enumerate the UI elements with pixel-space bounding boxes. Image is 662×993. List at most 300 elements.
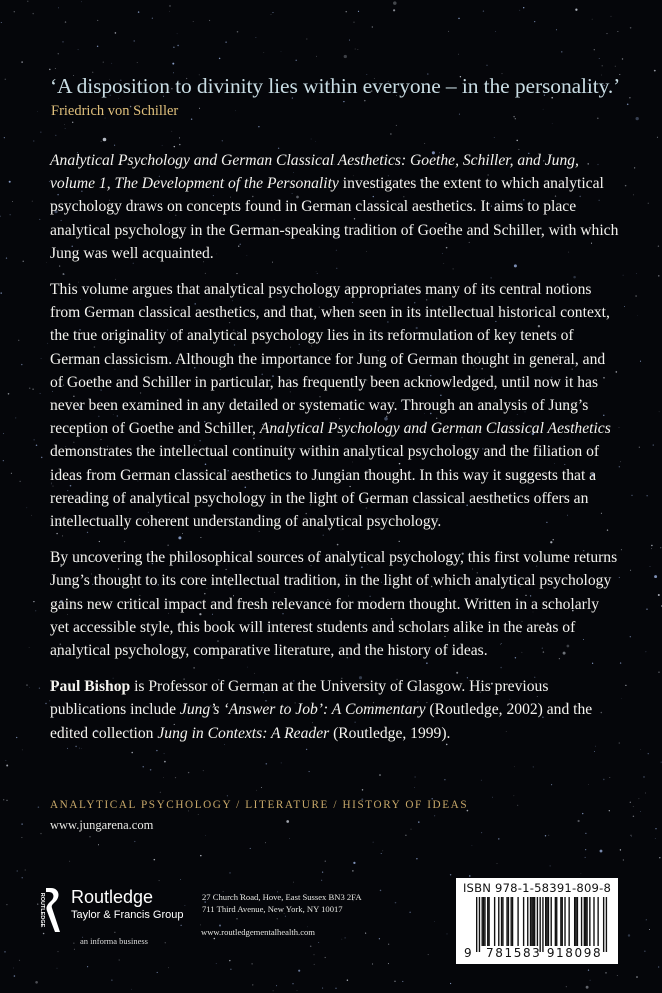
star (653, 445, 654, 446)
subject-categories: ANALYTICAL PSYCHOLOGY / LITERATURE / HISTORY OF IDEAS (50, 799, 469, 811)
publisher-addresses (202, 892, 362, 915)
star (15, 417, 16, 418)
star (111, 63, 112, 64)
star (222, 140, 223, 141)
star (353, 22, 354, 23)
star (556, 29, 557, 30)
barcode-bar (531, 897, 532, 946)
star (37, 111, 38, 112)
star (41, 358, 42, 359)
star (49, 69, 51, 71)
isbn-label: ISBN 978-1-58391-809-8 (462, 881, 612, 895)
star (517, 805, 518, 806)
barcode-bar (483, 897, 484, 946)
star (552, 123, 553, 124)
epigraph-attribution: Friedrich von Schiller (51, 103, 179, 119)
star (277, 918, 278, 919)
star (620, 662, 621, 663)
paragraph-1-text: investigates the extent to which analytical psychology draws on concepts found in German classical aesthetics. It aims to place analytical psychology in the German-speaking tradition of Goethe and Schiller, with which Jung was well acquainted. (50, 175, 619, 262)
star (11, 473, 12, 474)
star (36, 444, 38, 446)
star (349, 40, 350, 41)
star (631, 836, 632, 837)
star (418, 821, 419, 822)
star (271, 14, 272, 15)
barcode-bar (512, 897, 513, 946)
star (635, 295, 637, 297)
star (39, 219, 40, 220)
paragraph-1 (50, 149, 620, 265)
star (481, 780, 482, 781)
star (636, 976, 638, 978)
star (545, 835, 546, 836)
barcode-bar (593, 897, 594, 946)
address-us: 711 Third Avenue, New York, NY 10017 (202, 903, 343, 914)
star (645, 793, 646, 794)
star (160, 792, 161, 793)
star (494, 137, 495, 138)
star (633, 816, 634, 817)
star (8, 393, 10, 395)
star (659, 411, 660, 412)
barcode-bar (517, 897, 518, 946)
star (658, 966, 659, 967)
star (198, 814, 199, 815)
isbn-barcode (456, 878, 618, 964)
star (157, 972, 158, 973)
star (111, 979, 112, 980)
star (21, 61, 22, 62)
star (3, 460, 4, 461)
author-book-title: Jung’s ‘Answer to Job’: A Commentary (179, 701, 426, 719)
star (372, 963, 373, 964)
star (40, 393, 41, 394)
star (617, 975, 618, 976)
star (150, 769, 152, 771)
publisher-name: Routledge (71, 887, 154, 907)
star (227, 795, 228, 796)
star (650, 566, 651, 567)
barcode-bar (589, 897, 590, 946)
star (659, 857, 660, 858)
star (179, 144, 180, 145)
star (615, 66, 616, 67)
star (216, 963, 217, 964)
star (585, 849, 586, 850)
star (631, 495, 632, 496)
star (64, 124, 65, 125)
star (169, 5, 170, 6)
star (297, 990, 298, 991)
barcode-bar (479, 897, 480, 952)
star (588, 784, 589, 785)
star (637, 315, 638, 316)
star (169, 11, 170, 12)
star (636, 273, 637, 274)
star (566, 986, 567, 987)
star (551, 784, 552, 785)
star (415, 776, 416, 777)
star (611, 16, 612, 17)
star (38, 806, 40, 808)
book-title-italic: Analytical Psychology and German Classical Aesthetics: Goethe, Schiller, and Jung, volume 1, The Development of the Personality (50, 152, 579, 193)
barcode-bar (562, 897, 563, 946)
star (72, 122, 73, 123)
star (256, 790, 257, 791)
star (40, 132, 41, 133)
star (515, 118, 516, 119)
star (58, 8, 59, 9)
star (313, 954, 314, 955)
star (174, 146, 175, 147)
star (358, 11, 359, 12)
star (599, 58, 600, 59)
barcode-bar (597, 897, 598, 946)
star (585, 833, 586, 834)
star (180, 879, 181, 880)
star (561, 51, 562, 52)
star (388, 963, 389, 964)
logo-vertical-text: ROUTLEDGE (39, 892, 45, 928)
star (229, 960, 230, 961)
star (519, 10, 520, 11)
star (322, 988, 323, 989)
star (609, 810, 610, 811)
star (177, 33, 178, 34)
barcode-bar (476, 897, 477, 952)
star (65, 128, 66, 129)
star (16, 737, 17, 738)
star (623, 859, 624, 860)
star (322, 871, 323, 872)
star (184, 905, 185, 906)
star (298, 970, 300, 972)
author-name: Paul Bishop (50, 678, 131, 696)
star (657, 137, 658, 138)
star (32, 388, 33, 389)
star (394, 981, 395, 982)
star (203, 770, 204, 771)
star (405, 835, 406, 836)
star (179, 137, 180, 138)
barcode-bar (539, 897, 540, 952)
star (33, 601, 34, 602)
star (630, 27, 632, 29)
star (316, 56, 317, 57)
star (23, 261, 24, 262)
star (251, 963, 252, 964)
star (114, 145, 115, 146)
star (379, 774, 381, 776)
star (177, 45, 178, 46)
star (345, 937, 346, 938)
star (575, 9, 577, 11)
star (458, 54, 459, 55)
star (55, 68, 56, 69)
star (97, 46, 98, 47)
star (292, 983, 293, 984)
barcode-bar (606, 897, 607, 952)
star (92, 72, 93, 73)
star (4, 951, 5, 952)
star (55, 135, 56, 136)
barcode-bar (502, 897, 503, 946)
star (314, 964, 315, 965)
star (633, 806, 634, 807)
barcode-bar (585, 897, 586, 946)
star (103, 138, 107, 142)
star (344, 55, 347, 58)
star (414, 787, 415, 788)
star (636, 117, 639, 120)
star (62, 41, 63, 42)
publisher-logo (34, 888, 184, 958)
star (34, 439, 35, 440)
star (214, 938, 216, 940)
star (592, 19, 593, 20)
star (6, 257, 7, 258)
star (390, 133, 391, 134)
star (32, 13, 33, 14)
star (639, 798, 640, 799)
star (311, 139, 312, 140)
star (289, 838, 290, 839)
star (513, 116, 515, 118)
star (534, 21, 535, 22)
star (1, 22, 2, 23)
star (459, 114, 460, 115)
star (469, 875, 470, 876)
barcode-bar (581, 897, 582, 946)
star (343, 101, 344, 102)
star (4, 137, 5, 138)
star (6, 800, 7, 801)
star (235, 110, 236, 111)
star (630, 570, 631, 571)
star (633, 195, 634, 196)
star (644, 951, 645, 952)
star (263, 52, 264, 53)
star (627, 104, 629, 106)
star (266, 763, 268, 765)
star (281, 51, 282, 52)
star (640, 811, 641, 812)
star (47, 343, 48, 344)
star (648, 753, 649, 754)
star (137, 62, 138, 63)
star (29, 388, 30, 389)
star (622, 58, 623, 59)
star (17, 870, 18, 871)
barcode-bar (556, 897, 557, 946)
star (629, 97, 630, 98)
star (21, 823, 22, 824)
star (606, 33, 607, 34)
star (315, 141, 316, 142)
star (164, 761, 166, 763)
star (261, 787, 262, 788)
star (498, 838, 499, 839)
barcode-bar (508, 897, 509, 946)
star (81, 1, 82, 2)
star (428, 954, 429, 955)
series-website-link[interactable]: www.jungarena.com (50, 818, 154, 832)
star (57, 968, 58, 969)
star (3, 433, 4, 434)
routledge-r-icon (34, 888, 60, 932)
star (35, 981, 38, 984)
star (373, 842, 374, 843)
barcode-bar (484, 897, 485, 946)
star (516, 140, 518, 142)
star (22, 749, 23, 750)
star (628, 934, 630, 936)
star (586, 986, 589, 989)
star (424, 143, 425, 144)
star (98, 844, 99, 845)
barcode-bar (584, 897, 585, 946)
star (255, 37, 256, 38)
star (295, 60, 296, 61)
star (12, 201, 13, 202)
barcode-bar (551, 897, 552, 946)
star (46, 262, 47, 263)
star (655, 828, 656, 829)
barcode-bar (586, 897, 587, 946)
star (450, 983, 451, 984)
star (639, 447, 640, 448)
star (620, 461, 621, 462)
star (219, 58, 221, 60)
star (286, 820, 289, 823)
star (341, 939, 342, 940)
star (514, 795, 515, 796)
star (458, 18, 460, 20)
star (205, 835, 206, 836)
star (602, 65, 603, 66)
star (355, 48, 356, 49)
barcode-bar (537, 897, 538, 946)
star (13, 968, 14, 969)
star (590, 980, 591, 981)
star (548, 835, 549, 836)
star (450, 874, 451, 875)
book-title-italic: Analytical Psychology and German Classical Aesthetics (259, 420, 611, 438)
barcode-bar (527, 897, 528, 946)
barcode-bar (542, 897, 543, 952)
star (620, 849, 621, 850)
star (199, 108, 200, 109)
star (483, 10, 484, 11)
star (495, 31, 496, 32)
star (154, 859, 156, 861)
star (97, 20, 98, 21)
star (325, 861, 326, 862)
barcode-bar (534, 897, 535, 946)
barcode-bar (498, 897, 499, 946)
blurb-body (50, 149, 620, 758)
barcode-bar (548, 897, 549, 946)
star (654, 70, 656, 72)
star (630, 802, 631, 803)
star (32, 201, 33, 202)
star (388, 944, 389, 945)
publisher-website-link[interactable]: www.routledgementalhealth.com (201, 927, 315, 937)
star (21, 364, 22, 365)
star (660, 547, 661, 548)
star (89, 836, 90, 837)
star (163, 777, 164, 778)
star (621, 549, 622, 550)
star (252, 984, 253, 985)
star (171, 131, 172, 132)
star (416, 858, 417, 859)
star (603, 779, 605, 781)
star (533, 766, 534, 767)
star (380, 890, 382, 892)
star (285, 916, 286, 917)
star (646, 919, 647, 920)
star (225, 41, 227, 43)
star (605, 972, 606, 973)
paragraph-3: By uncovering the philosophical sources of analytical psychology, this first volume returns Jung’s thought to its core intellectual tradition, in the light of which analytical psychology gains new critical impact and fresh relevance for modern thought. Written in a scholarly yet accessible style, this book will interest students and scholars alike in the areas of analytical psychology, comparative literature, and the history of ideas. (50, 549, 618, 660)
star (625, 185, 627, 187)
star (103, 62, 104, 63)
star (25, 869, 26, 870)
star (654, 575, 657, 578)
star (352, 870, 353, 871)
barcode-bar (501, 897, 502, 946)
star (78, 49, 79, 50)
star (581, 873, 582, 874)
star (578, 820, 580, 822)
star (514, 766, 515, 767)
star (40, 833, 41, 834)
star (609, 777, 610, 778)
barcode-bar (523, 897, 524, 946)
star (645, 651, 646, 652)
star (281, 762, 282, 763)
star (6, 765, 8, 767)
star (651, 548, 652, 549)
star (625, 685, 626, 686)
barcode-bar (506, 897, 507, 946)
star (655, 838, 656, 839)
star (134, 841, 135, 842)
star (172, 63, 174, 65)
star (353, 862, 355, 864)
star (138, 11, 139, 12)
star (20, 481, 21, 482)
star (481, 832, 482, 833)
star (29, 687, 30, 688)
paragraph-2-text-a: This volume argues that analytical psychology appropriates many of its central notions from German classical aesthetics, and that, when seen in its intellectual historical context, the true originality of analytical psychology lies in its reformulation of key tenets of German classicism. Although the importance for Jung of German thought in general, and of Goethe and Schiller in particular, has frequently been acknowledged, until now it has never been examined in any detailed or systematic way. Through an analysis of Jung’s reception of Goethe and Schiller, (50, 281, 610, 438)
address-uk: 27 Church Road, Hove, East Sussex BN3 2FA (202, 892, 362, 902)
star (434, 815, 435, 816)
star (597, 118, 599, 120)
star (18, 340, 19, 341)
star (358, 49, 359, 50)
star (395, 902, 397, 904)
barcode-bar (487, 897, 488, 946)
author-bio-text: (Routledge, 1999). (329, 724, 451, 742)
star (365, 933, 366, 934)
star (621, 698, 622, 699)
star (310, 945, 312, 947)
ean-first-digit: 9 (464, 946, 472, 960)
star (630, 835, 631, 836)
barcode-bar (546, 897, 547, 946)
